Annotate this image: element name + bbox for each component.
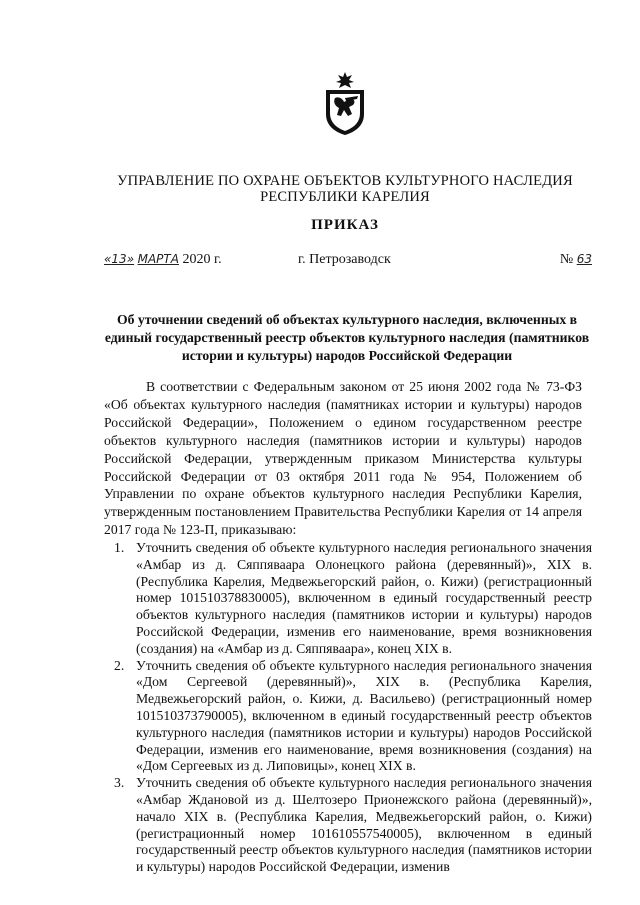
- document-type: ПРИКАЗ: [311, 217, 379, 233]
- item-number: 1.: [114, 540, 125, 555]
- karelia-coat-of-arms-icon: [322, 72, 368, 136]
- item-text: Уточнить сведения об объекте культурного наследия регионального значения «Дом Сергеевой (деревянный)», XIX в. (Республика Карелия, Медвежьегорский район, о. Кижи, д. Васильево) (регистрационный номер 101510373790005), включенном в единый государственный реестр объектов культурного наследия (памятников истории и культуры) народов Российской Федерации, изменив его наименование, время возникновения (создания) на «Дом Сергеевых из д. Липовицы», конец XIX в.: [136, 657, 592, 774]
- date-year: 2020 г.: [182, 252, 222, 267]
- list-item: [104, 775, 592, 876]
- item-text: Уточнить сведения об объекте культурного наследия регионального значения «Амбар Ждановой из д. Шелтозеро Прионежского района (деревянный)», начало XIX в. (Республика Карелия, Медвежьегорский район, о. Кижи) (регистрационный номер 101610557540005), включенном в единый государственный реестр объектов культурного наследия (памятников истории и культуры) народов Российской Федерации, изменив: [136, 775, 592, 875]
- item-number: 2.: [114, 657, 125, 673]
- preamble-paragraph: В соответствии с Федеральным законом от 25 июня 2002 года № 73-ФЗ «Об объектах культурного наследия (памятниках истории и культуры) народов Российской Федерации», Положением о едином государственном реестре объектов культурного наследия (памятников истории и культуры) народов Российской Федерации, утвержденным приказом Министерства культуры Российской Федерации от 03 октября 2011 года № 954, Положением об Управлении по охране объектов культурного наследия Республики Карелия, утвержденным постановлением Правительства Республики Карелия от 14 апреля 2017 года № 123-П, приказываю:: [104, 379, 582, 538]
- list-item: [104, 540, 592, 658]
- order-items-list: [104, 540, 592, 876]
- item-number: 3.: [114, 775, 125, 791]
- document-date: [104, 252, 222, 268]
- number-value: 63: [576, 252, 592, 266]
- organization-name-line1: УПРАВЛЕНИЕ ПО ОХРАНЕ ОБЪЕКТОВ КУЛЬТУРНОГО НАСЛЕДИЯ: [117, 173, 573, 189]
- list-item: [104, 658, 592, 776]
- document-title: Об уточнении сведений об объектах культурного наследия, включенных в единый государственный реестр объектов культурного наследия (памятников истории и культуры) народов Российской Федерации: [104, 312, 590, 363]
- date-close-quote: »: [126, 252, 135, 266]
- organization-name-line2: РЕСПУБЛИКИ КАРЕЛИЯ: [260, 189, 430, 205]
- document-number: [560, 252, 592, 268]
- item-text: Уточнить сведения об объекте культурного наследия регионального значения «Амбар из д. Сяппяваара Олонецкого района (деревянный)», XIX в. (Республика Карелия, Медвежьегорский район, о. Кижи) (регистрационный номер 101510378830005), включенном в единый государственный реестр объектов культурного наследия (памятников истории и культуры) народов Российской Федерации, изменив его наименование, время возникновения (создания) на «Амбар из д. Сяппяваара», конец XIX в.: [136, 540, 592, 656]
- date-month: МАРТА: [137, 252, 179, 266]
- document-place: г. Петрозаводск: [298, 252, 391, 267]
- number-prefix: №: [559, 252, 574, 267]
- date-day: 13: [111, 252, 127, 266]
- date-open-quote: «: [104, 252, 112, 266]
